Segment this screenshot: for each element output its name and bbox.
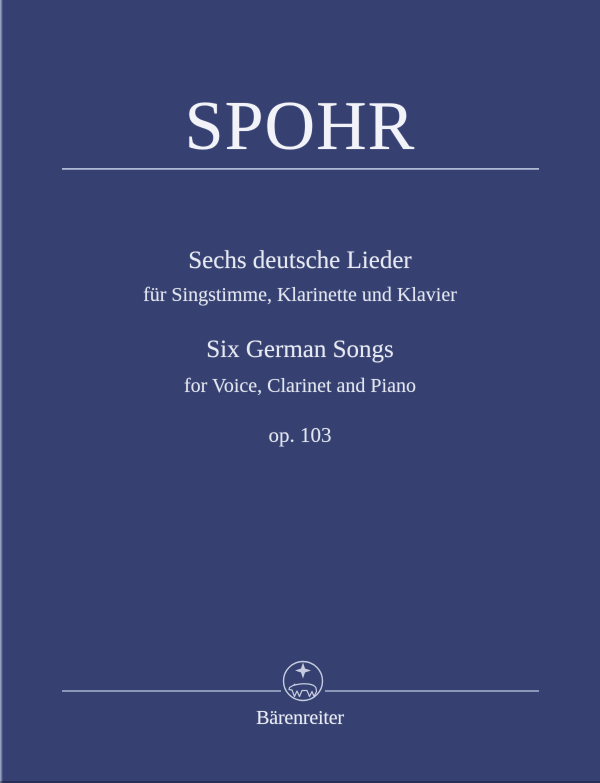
publisher-logo-band [0,645,600,715]
publisher-name: Bärenreiter [256,707,344,729]
star-icon [295,663,311,679]
work-title-german: Sechs deutsche Lieder [188,247,412,274]
work-scoring-german: für Singstimme, Klarinette und Klavier [143,284,457,306]
opus-number: op. 103 [268,423,332,447]
composer-name: SPOHR [184,88,416,165]
title-rule [62,168,539,170]
work-scoring-english: for Voice, Clarinet and Piano [184,375,416,397]
work-title-english: Six German Songs [206,336,394,363]
